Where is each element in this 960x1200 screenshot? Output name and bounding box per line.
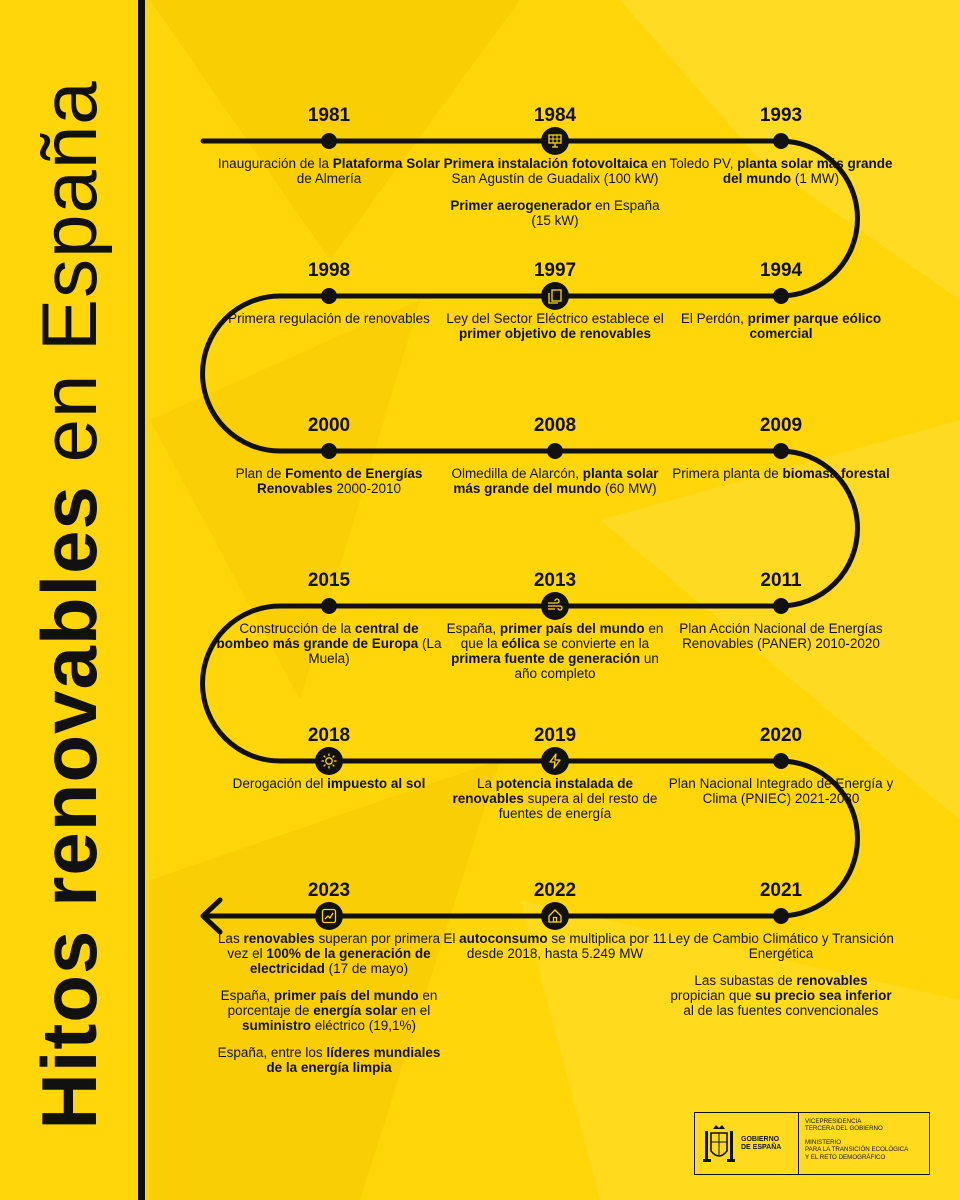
milestone-year: 2022 [533,880,577,901]
highlight: autoconsumo [459,931,548,946]
milestone-year: 1998 [307,260,351,281]
milestone-year: 2015 [307,570,351,591]
milestone-year: 1997 [533,260,577,281]
timeline-dot [773,133,789,149]
highlight: primera fuente de generación [451,651,641,666]
milestone-paragraph: España, primer país del mundo en que la eólica se convierte en la primera fuente de generación un año completo [446,621,664,681]
highlight: energía solar [313,1003,398,1018]
milestone-year: 2000 [307,415,351,436]
milestone-description [216,311,442,326]
milestone-paragraph: Inauguración de la Plataforma Solar de Almería [217,156,441,186]
milestone-year: 1993 [759,105,803,126]
milestone-description [442,311,668,341]
highlight: su precio sea inferior [755,988,892,1003]
highlight: suministro [241,1018,311,1033]
milestone-description [668,776,894,806]
milestone-description [216,156,442,186]
timeline-dot [773,753,789,769]
milestone-year: 2023 [307,880,351,901]
milestone-paragraph: Toledo PV, planta solar más grande del mundo (1 MW) [669,156,893,186]
milestone-year: 2021 [759,880,803,901]
highlight: primer país del mundo [273,988,419,1003]
chart-icon [315,902,343,930]
milestone-paragraph: El Perdón, primer parque eólico comercial [680,311,882,341]
milestone-year: 2011 [760,570,802,591]
milestone-paragraph: Las renovables superan por primera vez el 100% de la generación de electricidad (17 de mayo) [217,931,441,976]
milestone-year: 2009 [759,415,803,436]
ministry-line-1: MINISTERIO [805,1138,842,1146]
milestone-paragraph: Primera regulación de renovables [228,311,430,326]
title-light: en España [25,80,113,463]
milestone-paragraph: Las subastas de renovables propician que su precio sea inferior al de las fuentes convencionales [670,973,892,1018]
highlight: primer parque eólico comercial [747,311,882,341]
vp-line-1: VICEPRESIDENCIA [805,1118,862,1125]
government-logo [694,1112,930,1175]
milestone-paragraph: Plan Acción Nacional de Energías Renovables (PANER) 2010-2020 [679,621,883,651]
highlight: Primer aerogenerador [450,198,592,213]
title-bold: Hitos renovables [25,485,113,1130]
milestone-year: 2013 [533,570,577,591]
milestone-description [668,931,894,1018]
milestone-paragraph: Primera planta de biomasa forestal [672,466,890,481]
highlight: Plataforma Solar [332,156,441,171]
gov-line-2: DE ESPAÑA [741,1143,782,1151]
milestone-description [668,311,894,341]
milestone-paragraph: La potencia instalada de renovables supera al del resto de fuentes de energía [452,776,658,821]
highlight: biomasa forestal [782,466,890,481]
milestone-description [668,621,894,651]
milestone-description [442,931,668,961]
highlight: central de bombeo más grande de Europa [216,621,419,651]
milestone-year: 2019 [533,725,577,746]
milestone-description [668,156,894,186]
highlight: primer país del mundo [499,621,645,636]
gov-line-1: GOBIERNO [741,1135,780,1143]
wind-icon [541,592,569,620]
timeline-dot [321,598,337,614]
milestone-year: 2020 [759,725,803,746]
highlight: 100% de la generación de electricidad [249,946,431,976]
timeline-dot [773,288,789,304]
timeline-dot [321,288,337,304]
milestone-paragraph: Primer aerogenerador en España (15 kW) [450,198,660,228]
timeline-dot [773,443,789,459]
milestone-description [442,776,668,821]
lightning-icon [541,747,569,775]
highlight: potencia instalada de renovables [452,776,634,806]
highlight: impuesto al sol [327,776,426,791]
sun-icon [315,747,343,775]
solar-panel-icon [541,127,569,155]
milestone-paragraph: Plan de Fomento de Energías Renovables 2000-2010 [235,466,423,496]
milestone-description [216,621,442,666]
ministry-line-2: PARA LA TRANSICIÓN ECOLÓGICA [805,1146,909,1154]
milestone-year: 1984 [533,105,577,126]
timeline-dot [321,133,337,149]
home-icon [541,902,569,930]
milestone-year: 1994 [759,260,803,281]
milestone-description [216,466,442,496]
milestone-paragraph: Derogación del impuesto al sol [232,776,426,791]
vp-line-2: TERCERA DEL GOBIERNO [805,1125,883,1133]
coat-of-arms-icon [703,1123,735,1165]
milestone-paragraph: Olmedilla de Alarcón, planta solar más grande del mundo (60 MW) [451,466,659,496]
milestone-description [442,621,668,681]
timeline-dot [321,443,337,459]
milestone-paragraph: El autoconsumo se multiplica por 11 desde 2018, hasta 5.249 MW [443,931,667,961]
timeline-dot [773,908,789,924]
milestone-paragraph: España, primer país del mundo en porcentaje de energía solar en el suministro eléctrico (19,1%) [220,988,438,1033]
milestone-year: 2008 [533,415,577,436]
timeline-dot [547,443,563,459]
highlight: renovables [243,931,315,946]
highlight: renovables [796,973,868,988]
milestone-description [442,156,668,228]
milestone-paragraph: Plan Nacional Integrado de Energía y Clima (PNIEC) 2021-2030 [668,776,894,806]
milestone-year: 2018 [307,725,351,746]
highlight: planta solar más grande del mundo [722,156,893,186]
milestone-paragraph: Ley del Sector Eléctrico establece el primer objetivo de renovables [446,311,664,341]
milestone-paragraph: Ley de Cambio Climático y Transición Energética [668,931,894,961]
milestone-year: 1981 [307,105,351,126]
milestone-description [216,931,442,1075]
highlight: primer objetivo de renovables [458,326,652,341]
highlight: Primera instalación fotovoltaica [443,156,648,171]
milestone-paragraph: Primera instalación fotovoltaica en San Agustín de Guadalix (100 kW) [443,156,667,186]
milestone-description [442,466,668,496]
highlight: planta solar más grande del mundo [453,466,659,496]
milestone-description [216,776,442,791]
milestone-paragraph: Construcción de la central de bombeo más grande de Europa (La Muela) [216,621,442,666]
highlight: líderes mundiales de la energía limpia [266,1045,441,1075]
highlight: eólica [501,636,540,651]
ministry-line-3: Y EL RETO DEMOGRÁFICO [805,1153,886,1161]
milestone-description [668,466,894,481]
milestone-paragraph: España, entre los líderes mundiales de la energía limpia [217,1045,441,1075]
highlight: Fomento de Energías Renovables [256,466,423,496]
timeline-dot [773,598,789,614]
document-icon [541,282,569,310]
